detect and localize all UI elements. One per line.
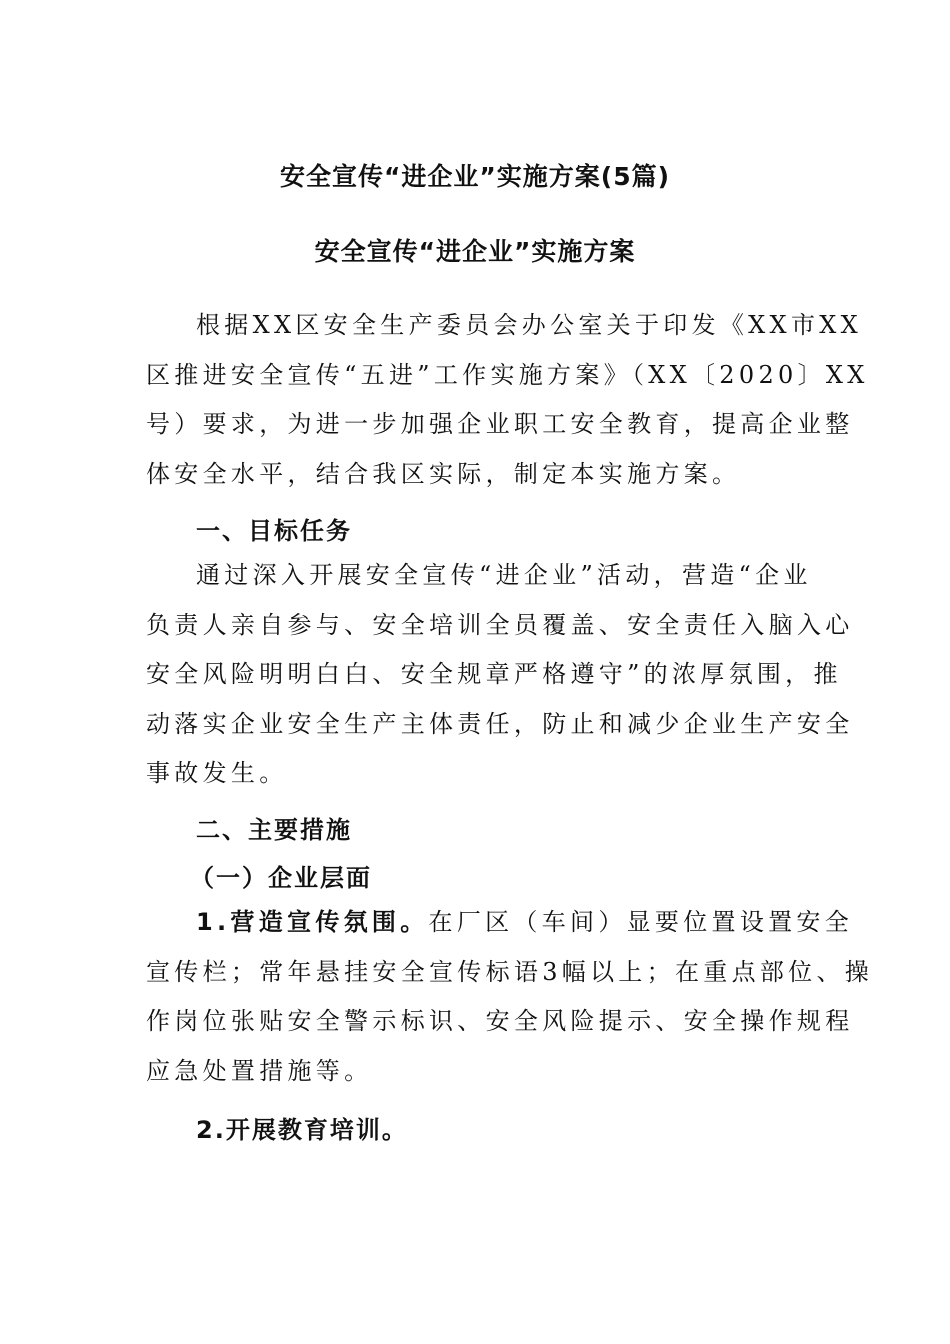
section-heading: 一、目标任务 <box>196 517 352 545</box>
paragraph-line: 安全风险明明白白、安全规章严格遵守”的浓厚氛围，推 <box>146 660 842 688</box>
intro-paragraph <box>146 301 869 499</box>
subsection-heading: （一）企业层面 <box>190 864 372 892</box>
item-text: 在厂区（车间）显要位置设置安全 <box>428 908 854 936</box>
paragraph-line <box>146 898 854 948</box>
item-paragraph <box>146 898 874 1096</box>
item-lead: 1.营造宣传氛围。 <box>196 908 429 936</box>
paragraph-line: 区推进安全宣传“五进”工作实施方案》（XX〔2020〕XX <box>146 360 869 389</box>
goals-paragraph <box>146 551 854 799</box>
paragraph-line: 事故发生。 <box>146 759 288 787</box>
paragraph-line: 应急处置措施等。 <box>146 1056 373 1085</box>
section-heading: 二、主要措施 <box>196 816 352 844</box>
paragraph-line: 通过深入开展安全宣传“进企业”活动，营造“企业 <box>196 561 812 589</box>
paragraph-line: 动落实企业安全生产主体责任，防止和减少企业生产安全 <box>146 709 854 738</box>
document-title: 安全宣传“进企业”实施方案(5篇) <box>279 162 671 191</box>
item-lead: 2.开展教育培训。 <box>196 1116 408 1144</box>
paragraph-line: 号）要求，为进一步加强企业职工安全教育，提高企业整 <box>146 410 854 438</box>
paragraph-line: 负责人亲自参与、安全培训全员覆盖、安全责任入脑入心 <box>146 610 854 639</box>
document-subtitle: 安全宣传“进企业”实施方案 <box>314 237 636 266</box>
paragraph-line: 根据XX区安全生产委员会办公室关于印发《XX市XX <box>196 311 863 339</box>
paragraph-line: 体安全水平，结合我区实际，制定本实施方案。 <box>146 459 741 488</box>
paragraph-line: 宣传栏；常年悬挂安全宣传标语3幅以上；在重点部位、操 <box>146 957 874 986</box>
paragraph-line: 作岗位张贴安全警示标识、安全风险提示、安全操作规程 <box>146 1007 854 1035</box>
